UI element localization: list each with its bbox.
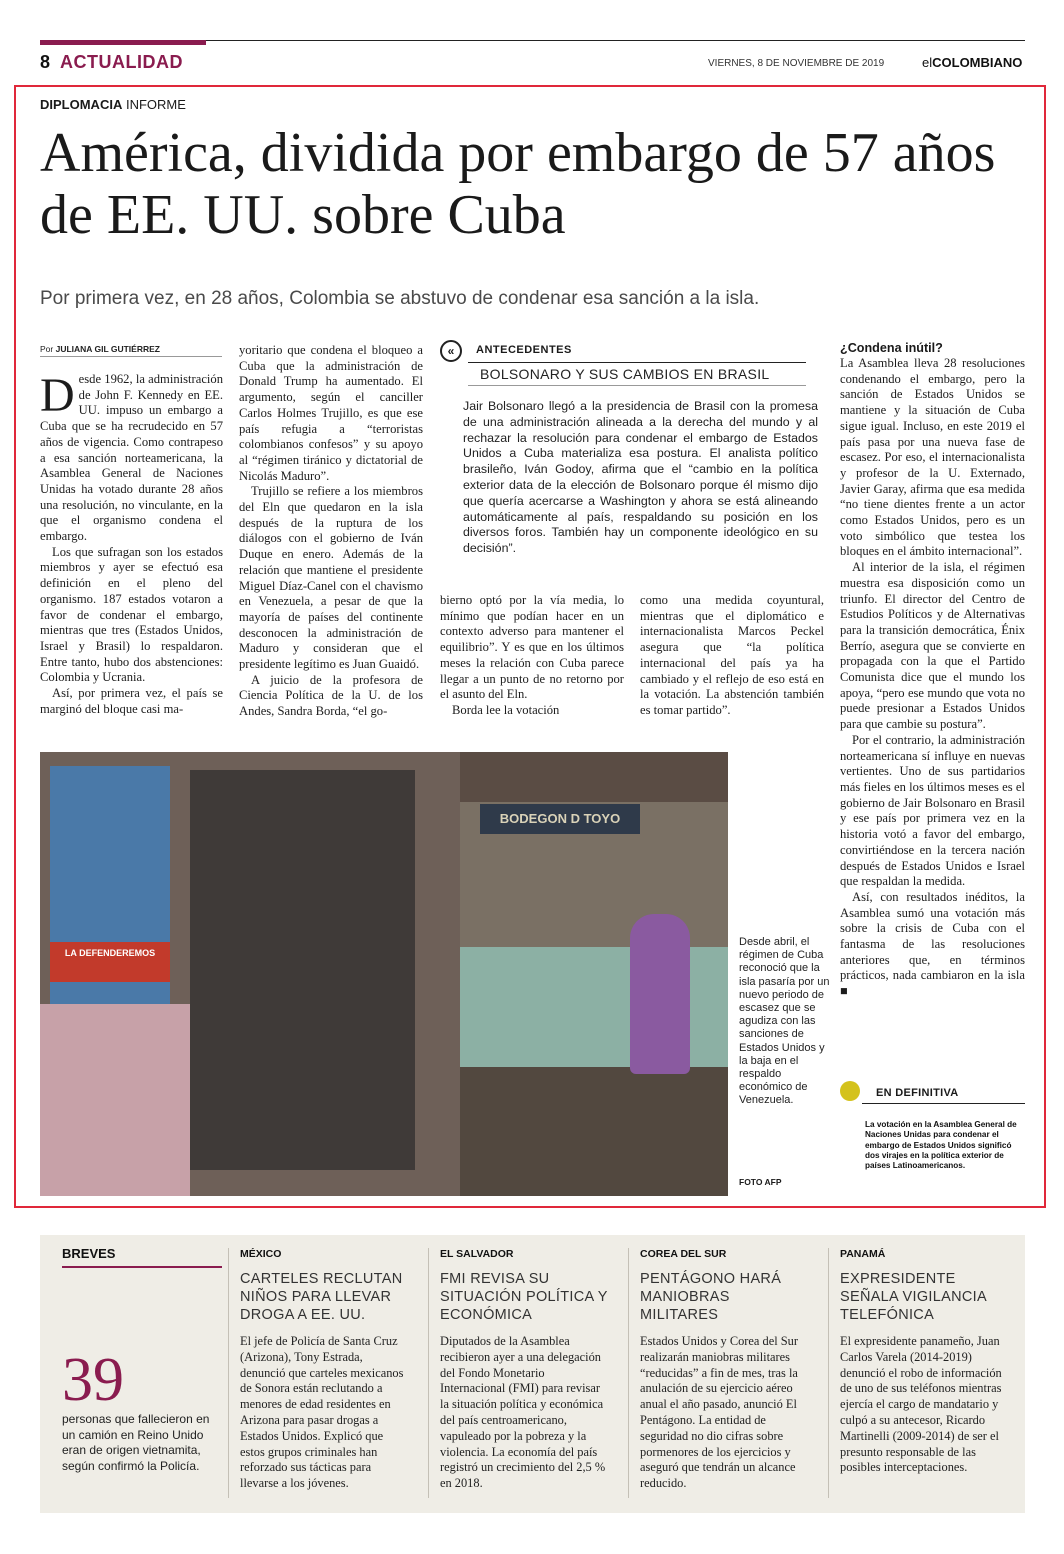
antecedentes-label: ANTECEDENTES [476,344,572,356]
kicker [40,97,186,112]
byline-rule [40,356,222,357]
target-icon [840,1081,860,1101]
paragraph: Por el contrario, la administración norteamericana sí influye en nuevas vertientes. Uno de sus partidarios más fieles en los últimos meses es el gobierno de Jair Bolsonaro en Brasil y ese país por primera vez en la historia votó a favor del embargo, convirtiéndose en la tercera nación después de Estados Unidos e Israel que respaldan la medida. [840,732,1025,889]
dropcap: D [40,369,75,422]
brief-title: FMI REVISA SU SITUACIÓN POLÍTICA Y ECONÓMICA [440,1271,608,1323]
photo-blackboard [190,770,415,1170]
headline: América, dividida por embargo de 57 años de EE. UU. sobre Cuba [40,122,996,246]
paragraph: yoritario que condena el bloqueo a Cuba que la administración de Donald Trump ha aumentado. El argumento, según el canciller Carlos Holmes Trujillo, es que ese país refugia a “terroristas colombianos confesos” y su apoyo al “régimen tiránico y dictatorial de Nicolás Maduro”. [239,343,423,483]
en-definitiva-text: La votación en la Asamblea General de Naciones Unidas para condenar el embargo de Estados Unidos significó dos virajes en la política exterior de países Latinoamericanos. [865,1120,1017,1171]
brief-country: PANAMÁ [840,1248,886,1260]
byline-prefix: Por [40,344,54,354]
photo-floor [460,1067,728,1196]
antecedentes-rule [468,362,806,363]
double-chevron-left-icon: « [440,340,462,362]
en-definitiva-label: EN DEFINITIVA [876,1087,959,1099]
paragraph: A juicio de la profesora de Ciencia Política de la U. de los Andes, Sandra Borda, “el go- [239,672,423,719]
brief-item-corea-del-sur [640,1248,810,1492]
section-label: ACTUALIDAD [60,52,183,72]
breves-separator [628,1248,629,1498]
paragraph: bierno optó por la vía media, lo mínimo que podían hacer en un contexto adverso para mantener el equilibrio”. Y es que en los últimos meses la relación con Cuba parece llegar a un punto de no retorno por el asunto del Eln. [440,593,624,702]
article-column-1 [40,369,223,717]
breves-separator [428,1248,429,1498]
logo-prefix: el [922,55,933,70]
kicker-light: INFORME [125,97,186,112]
section-accent-bar [40,40,206,45]
photo-credit: FOTO AFP [739,1177,782,1187]
photo-person [630,914,690,1074]
brief-country: EL SALVADOR [440,1248,514,1260]
brief-text: El expresidente panameño, Juan Carlos Varela (2014-2019) denunció el robo de información de uno de sus teléfonos mientras ejercía el cargo de mandatario y culpó a su antecesor, Ricardo Martinelli (2009-2014) de ser el presunto responsable de las posibles interceptaciones. [840,1334,1002,1475]
issue-date: VIERNES, 8 DE NOVIEMBRE DE 2019 [708,58,885,69]
brief-text: Estados Unidos y Corea del Sur realizarán maniobras militares “reducidas” a fin de mes, tras la anulación de su ejercicio aéreo anual el año pasado, anunció El Pentágono. La entidad de seguridad no dio cifras sobre pormenores de los ejercicios y aseguró que tendrán un alcance reducido. [640,1334,798,1491]
antecedentes-text: Jair Bolsonaro llegó a la presidencia de Brasil con la promesa de una administración alineada a la derecha del mundo y al rechazar la resolución para condenar el embargo de Estados Unidos a Cuba materializa esa postura. El analista político brasileño, Iván Godoy, afirma que el “cambio en la política exterior data de la elección de Bolsonaro porque él mismo dijo que quería acercarse a Washington y ahora se está alineando automáticamente al país, respaldando su posición en los diversos foros. También hay un componente ideológico en su decisión”. [463,399,818,556]
antecedentes-title: BOLSONARO Y SUS CAMBIOS EN BRASIL [480,366,770,382]
page-number: 8 [40,52,51,72]
photo-poster-text: LA DEFENDEREMOS [64,948,156,958]
subheading: ¿Condena inútil? [840,341,943,355]
paragraph: Al interior de la isla, el régimen muestra esa disposición como un triunfo. El director del Centro de Estudios Políticos y de Alternativas para la transición democrática, Énix Berrío, asegura que se convierte en propagada con la que el Partido Comunista dice que el mundo los apoya, “pero ese mundo que vota no puede presionar a Estados Unidos para que cambie su postura”. [840,560,1025,732]
paragraph [40,369,223,545]
paragraph: Así, por primera vez, el país se marginó del bloque casi ma- [40,686,223,716]
kicker-bold: DIPLOMACIA [40,97,123,112]
breves-stat-number: 39 [62,1346,124,1414]
antecedentes-rule-bottom [468,385,806,386]
breves-stat-text: personas que fallecieron en un camión en Reino Unido eran de origen vietnamita, según confirmó la Policía. [62,1412,210,1473]
paragraph: Borda lee la votación [452,702,560,717]
brief-country: MÉXICO [240,1248,282,1260]
brief-item-mexico [240,1248,410,1492]
photo-shop-sign: BODEGON D TOYO [480,804,640,834]
breves-title: BREVES [62,1246,116,1261]
article-photo [40,752,728,1196]
photo-pink-wall [40,1004,190,1196]
paragraph: Los que sufragan son los estados miembros y ayer se efectuó esa definición en el pleno del organismo. 187 estados votaron a favor de condenar el embargo, mientras que tres (Estados Unidos, Israel y Brasil) lo respaldaron. Entre tanto, hubo dos abstenciones: Colombia y Ucrania. [40,544,223,685]
en-definitiva-rule [862,1103,1025,1104]
logo-main: COLOMBIANO [932,55,1023,70]
brief-title: CARTELES RECLUTAN NIÑOS PARA LLEVAR DROGA A EE. UU. [240,1271,403,1323]
paragraph: Así, con resultados inéditos, la Asamblea sumó una votación más sobre la crisis de Cuba con el fantasma de las resoluciones anteriores que, en términos prácticos, nada cambiaron en la isla ■ [840,889,1025,999]
byline-name: JULIANA GIL GUTIÉRREZ [55,344,160,354]
article-column-3 [440,593,624,719]
brief-text: Diputados de la Asamblea recibieron ayer a una delegación del Fondo Monetario Internacional (FMI) para revisar la situación política y económica del país centroamericano, vapuleado por la pobreza y la violencia. La economía del país registró un crecimiento del 2,5 % en 2018. [440,1334,606,1491]
breves-separator [228,1248,229,1498]
newspaper-logo [922,55,1022,70]
paragraph: Trujillo se refiere a los miembros del Eln que quedaron en la isla después de la ruptura de los diálogos con el gobierno de Iván Duque en enero. Además de la relación que mantiene el presidente Miguel Díaz-Canel con el chavismo en Venezuela, a pesar de que la mayoría de países del continente desconocen la administración de Maduro y consideran que el presidente legítimo es Juan Guaidó. [239,484,423,672]
brief-item-el-salvador [440,1248,610,1492]
deck: Por primera vez, en 28 años, Colombia se abstuvo de condenar esa sanción a la isla. [40,288,760,309]
article-column-5 [840,356,1025,1000]
breves-separator [828,1248,829,1498]
paragraph: como una medida coyuntural, mientras que el diplomático e internacionalista Marcos Peckel asegura que “la política internacional del país ya ha cambiado y el reflejo de eso está en la votación. La abstención también es tomar partido”. [640,593,824,717]
brief-title: PENTÁGONO HARÁ MANIOBRAS MILITARES [640,1271,782,1323]
paragraph-text: esde 1962, la administración de John F. Kennedy en EE. UU. impuso un embargo a Cuba que se ha recrudecido en 57 años de vigencia. Como contrapeso a esa sanción norteamericana, la Asamblea General de Naciones Unidas ha votado durante 28 años una resolución, no vinculante, en la que el organismo condena el embargo. [40,372,223,544]
breves-rule [62,1266,222,1268]
brief-item-panama [840,1248,1010,1476]
brief-country: COREA DEL SUR [640,1248,727,1260]
paragraph: La Asamblea lleva 28 resoluciones condenando el embargo, pero la sanción de Estados Unidos se mantiene y la situación de Cuba sigue igual. Incluso, en este 2019 el país pasa por una nueva fase de escasez. Por eso, el internacionalista y profesor de la U. Externado, Javier Garay, afirma que esa medida “no tiene dientes frente a un actor como Estados Unidos, pero es un voto simbólico que testea los bloques en el ámbito internacional”. [840,356,1025,559]
photo-caption: Desde abril, el régimen de Cuba reconoció que la isla pasaría por un nuevo periodo de escasez que se agudiza con las sanciones de Estados Unidos y la baja en el respaldo económico de Venezuela. [739,936,830,1107]
byline [40,344,160,354]
brief-title: EXPRESIDENTE SEÑALA VIGILANCIA TELEFÓNICA [840,1271,987,1323]
brief-text: El jefe de Policía de Santa Cruz (Arizona), Tony Estrada, denunció que carteles mexicanos de Sonora están reclutando a menores de edad residentes en Arizona para pasar drogas a Estados Unidos. Explicó que estos grupos criminales han reforzado sus tácticas para llevarse a los jóvenes. [240,1334,404,1491]
article-column-2 [239,343,423,720]
article-column-4 [640,593,824,719]
